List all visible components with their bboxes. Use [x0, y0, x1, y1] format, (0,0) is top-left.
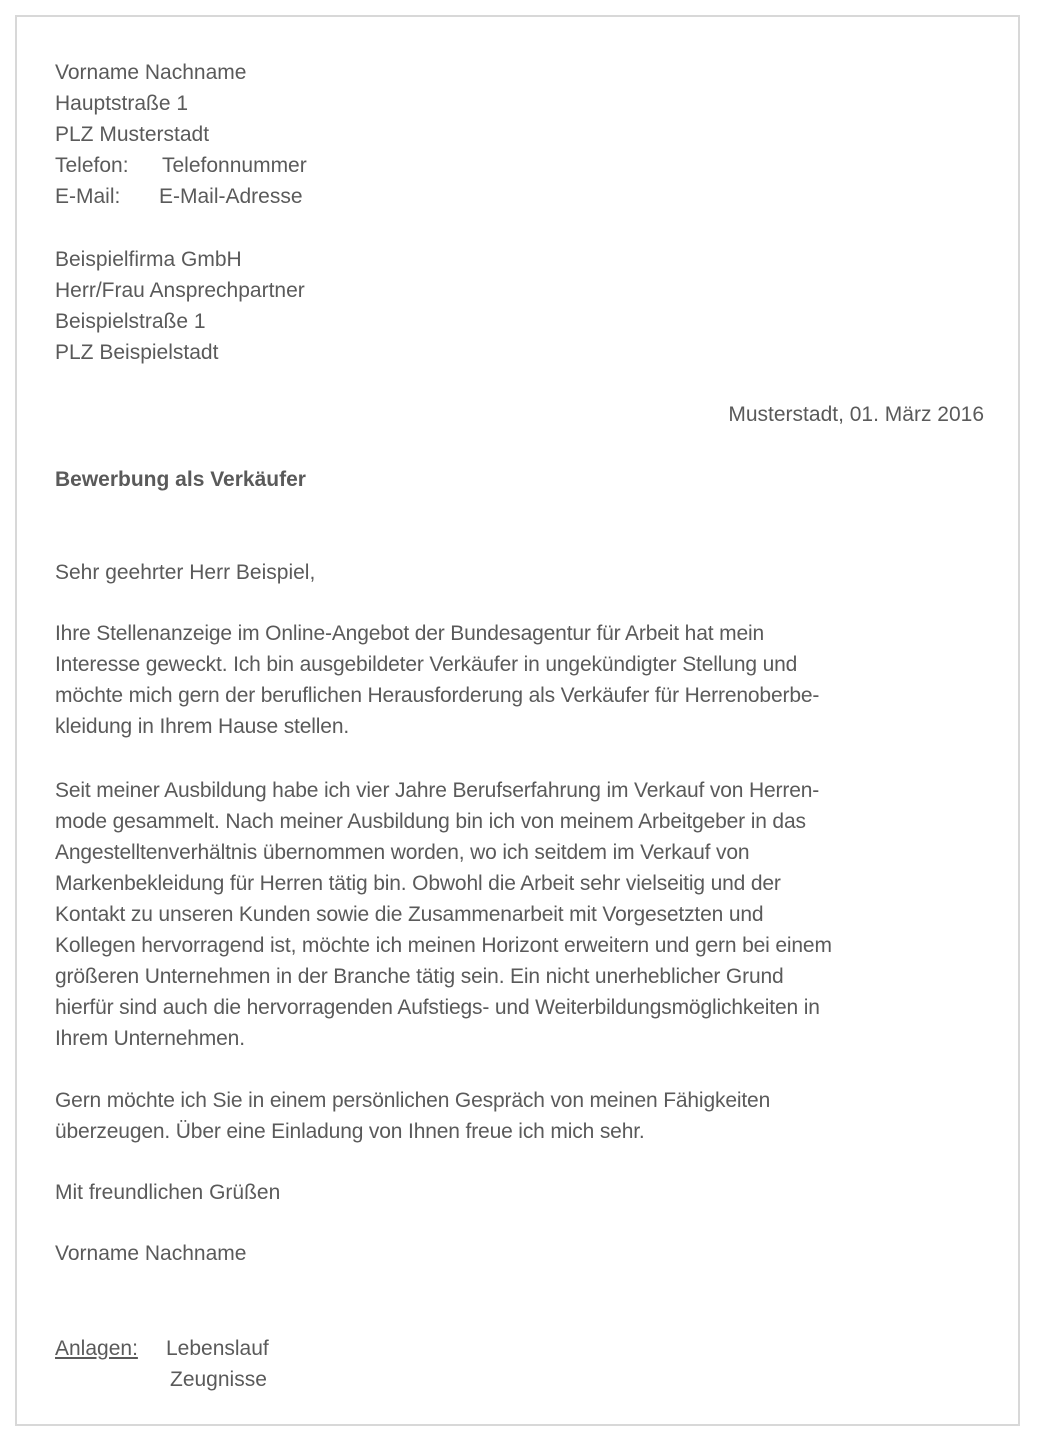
sender-phone-line	[55, 150, 995, 181]
attachment-item: Lebenslauf	[166, 1337, 269, 1360]
letter-subject: Bewerbung als Verkäufer	[55, 468, 306, 491]
paragraph-line: Angestelltenverhältnis übernommen worden, wo ich seitdem im Verkauf von	[55, 841, 750, 864]
email-label: E-Mail:	[55, 185, 121, 208]
attachment-line	[55, 1364, 995, 1395]
recipient-address	[55, 244, 995, 368]
phone-label: Telefon:	[55, 154, 129, 177]
paragraph-line: hierfür sind auch die hervorragenden Aufstiegs- und Weiterbildungsmöglichkeiten in	[55, 996, 820, 1019]
closing-text: Mit freundlichen Grüßen	[55, 1181, 281, 1204]
paragraph-line: überzeugen. Über eine Einladung von Ihnen freue ich mich sehr.	[55, 1120, 645, 1143]
closing	[55, 1177, 995, 1208]
paragraph-1	[55, 618, 995, 742]
letter-page	[15, 15, 1020, 1426]
paragraph-3	[55, 1085, 995, 1147]
signature	[55, 1238, 995, 1269]
paragraph-line: Markenbekleidung für Herren tätig bin. Obwohl die Arbeit sehr vielseitig und der	[55, 872, 781, 895]
paragraph-line: Gern möchte ich Sie in einem persönlichen Gespräch von meinen Fähigkeiten	[55, 1089, 771, 1112]
sender-city: PLZ Musterstadt	[55, 123, 210, 146]
paragraph-line: möchte mich gern der beruflichen Herausforderung als Verkäufer für Herrenoberbe-	[55, 684, 820, 707]
paragraph-line: Kollegen hervorragend ist, möchte ich meinen Horizont erweitern und gern bei einem	[55, 934, 832, 957]
paragraph-line: Interesse geweckt. Ich bin ausgebildeter Verkäufer in ungekündigter Stellung und	[55, 653, 798, 676]
paragraph-line: Kontakt zu unseren Kunden sowie die Zusammenarbeit mit Vorgesetzten und	[55, 903, 764, 926]
attachment-item: Zeugnisse	[170, 1368, 267, 1391]
recipient-company: Beispielfirma GmbH	[55, 248, 242, 271]
sender-street: Hauptstraße 1	[55, 92, 189, 115]
recipient-contact: Herr/Frau Ansprechpartner	[55, 279, 305, 302]
signature-name: Vorname Nachname	[55, 1242, 247, 1265]
sender-name: Vorname Nachname	[55, 61, 247, 84]
paragraph-line: Ihrem Unternehmen.	[55, 1027, 245, 1050]
paragraph-line: Seit meiner Ausbildung habe ich vier Jahre Berufserfahrung im Verkauf von Herren-	[55, 779, 820, 802]
paragraph-2	[55, 775, 995, 1054]
sender-address	[55, 57, 995, 212]
paragraph-line: größeren Unternehmen in der Branche tätig sein. Ein nicht unerheblicher Grund	[55, 965, 784, 988]
paragraph-line: Ihre Stellenanzeige im Online-Angebot der Bundesagentur für Arbeit hat mein	[55, 622, 765, 645]
attachments-label: Anlagen:	[55, 1337, 138, 1360]
paragraph-line: kleidung in Ihrem Hause stellen.	[55, 715, 350, 738]
paragraph-line: mode gesammelt. Nach meiner Ausbildung bin ich von meinem Arbeitgeber in das	[55, 810, 806, 833]
attachment-line	[55, 1333, 995, 1364]
attachments	[55, 1333, 995, 1395]
phone-value: Telefonnummer	[162, 154, 307, 177]
recipient-street: Beispielstraße 1	[55, 310, 206, 333]
email-value: E-Mail-Adresse	[159, 185, 303, 208]
letter-body	[17, 17, 1018, 1424]
salutation-text: Sehr geehrter Herr Beispiel,	[55, 561, 316, 584]
salutation	[55, 557, 995, 588]
sender-email-line	[55, 181, 995, 212]
recipient-city: PLZ Beispielstadt	[55, 341, 219, 364]
letter-date: Musterstadt, 01. März 2016	[728, 403, 984, 426]
